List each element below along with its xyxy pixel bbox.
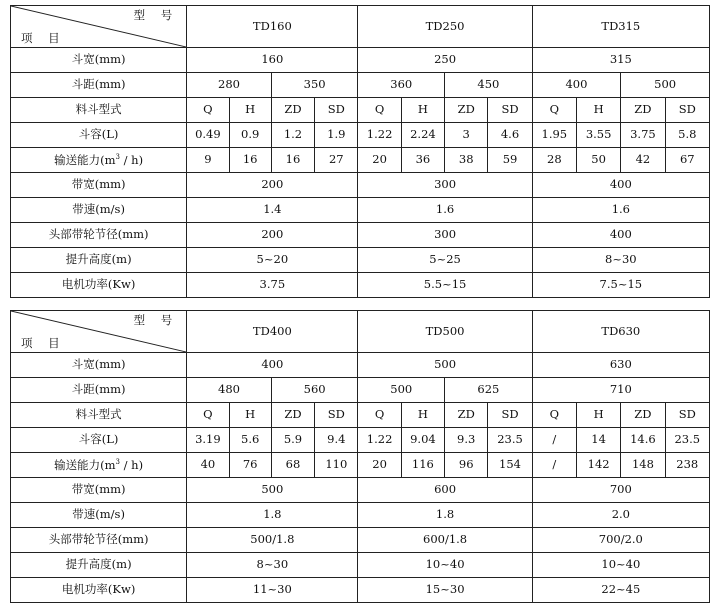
table-cell: 59	[488, 148, 532, 173]
table-cell: 300	[358, 223, 532, 248]
capacity-label-pre: 输送能力(m	[54, 152, 116, 167]
model-header: TD500	[358, 311, 532, 353]
table-cell: 16	[229, 148, 271, 173]
table-cell: SD	[315, 98, 358, 123]
table-cell: 68	[271, 453, 314, 478]
table-cell: 23.5	[488, 428, 532, 453]
table-cell: SD	[665, 403, 709, 428]
table-cell: 15~30	[358, 578, 532, 603]
table-cell: 148	[621, 453, 665, 478]
capacity-label-post: / h)	[120, 152, 144, 167]
table-cell: 20	[358, 148, 401, 173]
table-cell: 1.6	[532, 198, 709, 223]
table-cell: 450	[445, 73, 533, 98]
table-cell: 600	[358, 478, 532, 503]
table-cell: 4.6	[488, 123, 532, 148]
model-header: TD630	[532, 311, 709, 353]
table-cell: 250	[358, 48, 532, 73]
table-cell: ZD	[271, 98, 314, 123]
table-cell: 8~30	[532, 248, 709, 273]
row-bucket-width	[11, 48, 710, 73]
row-label: 提升高度(m)	[11, 248, 187, 273]
row-label: 斗距(mm)	[11, 378, 187, 403]
table-cell: 360	[358, 73, 445, 98]
table-cell: 0.49	[187, 123, 229, 148]
table-cell: 116	[401, 453, 444, 478]
spec-table-2	[10, 310, 710, 603]
row-label: 斗距(mm)	[11, 73, 187, 98]
table-cell: 400	[187, 353, 358, 378]
corner-item-label: 项 目	[21, 30, 66, 45]
table-cell: /	[532, 428, 576, 453]
table-cell: 20	[358, 453, 401, 478]
table-cell: 5.9	[271, 428, 314, 453]
table-cell: 27	[315, 148, 358, 173]
table-cell: 560	[271, 378, 358, 403]
table-cell: 2.0	[532, 503, 709, 528]
capacity-label-pre: 输送能力(m	[54, 457, 116, 472]
table-cell: 500	[358, 378, 445, 403]
table-cell: H	[229, 403, 271, 428]
table-cell: H	[401, 403, 444, 428]
row-label: 带速(m/s)	[11, 503, 187, 528]
header-row	[11, 311, 710, 353]
row-bucket-volume	[11, 123, 710, 148]
table-cell: H	[576, 98, 620, 123]
row-label: 电机功率(Kw)	[11, 273, 187, 298]
table-cell: ZD	[445, 403, 488, 428]
table-cell: 500	[358, 353, 532, 378]
table-cell: 23.5	[665, 428, 709, 453]
table-cell: 200	[187, 223, 358, 248]
corner-header-cell	[11, 311, 187, 353]
row-bucket-pitch	[11, 378, 710, 403]
table-cell: 700/2.0	[532, 528, 709, 553]
table-cell: 28	[532, 148, 576, 173]
row-bucket-type	[11, 98, 710, 123]
table-cell: 400	[532, 73, 621, 98]
table-cell: 10~40	[358, 553, 532, 578]
table-cell: Q	[187, 403, 229, 428]
row-label: 带宽(mm)	[11, 478, 187, 503]
table-cell: 3.75	[187, 273, 358, 298]
corner-model-label: 型 号	[133, 8, 179, 22]
table-cell: H	[401, 98, 444, 123]
row-bucket-pitch	[11, 73, 710, 98]
table-cell: 1.4	[187, 198, 358, 223]
table-cell: 14	[576, 428, 620, 453]
row-label: 斗容(L)	[11, 123, 187, 148]
table-cell: 38	[445, 148, 488, 173]
table-cell: 14.6	[621, 428, 665, 453]
table-cell: 1.6	[358, 198, 532, 223]
row-capacity	[11, 453, 710, 478]
model-header: TD160	[187, 6, 358, 48]
table-cell: 630	[532, 353, 709, 378]
table-cell: 36	[401, 148, 444, 173]
model-header: TD250	[358, 6, 532, 48]
table-cell: 3	[445, 123, 488, 148]
table-cell: ZD	[621, 98, 665, 123]
table-cell: 9.04	[401, 428, 444, 453]
spec-table-1	[10, 5, 710, 298]
table-cell: 40	[187, 453, 229, 478]
row-label: 斗宽(mm)	[11, 353, 187, 378]
table-cell: ZD	[271, 403, 314, 428]
capacity-label-sup: 3	[115, 457, 120, 466]
row-belt-speed	[11, 503, 710, 528]
table-cell: Q	[187, 98, 229, 123]
table-cell: 5.6	[229, 428, 271, 453]
row-label	[11, 148, 187, 173]
table-cell: 710	[532, 378, 709, 403]
row-label	[11, 453, 187, 478]
table-cell: 5.5~15	[358, 273, 532, 298]
table-cell: 7.5~15	[532, 273, 709, 298]
row-lift-height	[11, 553, 710, 578]
row-pulley-diameter	[11, 223, 710, 248]
table-cell: 1.2	[271, 123, 314, 148]
table-cell: 480	[187, 378, 272, 403]
table-cell: 160	[187, 48, 358, 73]
row-label: 电机功率(Kw)	[11, 578, 187, 603]
table-cell: 3.19	[187, 428, 229, 453]
table-cell: 110	[315, 453, 358, 478]
table-cell: 3.55	[576, 123, 620, 148]
row-label: 带速(m/s)	[11, 198, 187, 223]
table-cell: 8~30	[187, 553, 358, 578]
row-label: 斗宽(mm)	[11, 48, 187, 73]
table-cell: 50	[576, 148, 620, 173]
row-pulley-diameter	[11, 528, 710, 553]
model-header: TD315	[532, 6, 709, 48]
model-header: TD400	[187, 311, 358, 353]
table-cell: 10~40	[532, 553, 709, 578]
corner-item-label: 项 目	[21, 335, 66, 350]
table-cell: SD	[488, 98, 532, 123]
table-cell: Q	[532, 403, 576, 428]
table-cell: 1.95	[532, 123, 576, 148]
table-cell: 67	[665, 148, 709, 173]
table-cell: 0.9	[229, 123, 271, 148]
table-cell: 9.3	[445, 428, 488, 453]
table-cell: 42	[621, 148, 665, 173]
row-motor-power	[11, 273, 710, 298]
table-cell: 700	[532, 478, 709, 503]
corner-header-cell	[11, 6, 187, 48]
table-cell: SD	[488, 403, 532, 428]
row-label: 头部带轮节径(mm)	[11, 528, 187, 553]
table-cell: 5.8	[665, 123, 709, 148]
table-cell: 142	[576, 453, 620, 478]
table-cell: H	[229, 98, 271, 123]
table-cell: 11~30	[187, 578, 358, 603]
table-cell: 400	[532, 223, 709, 248]
table-cell: 1.8	[187, 503, 358, 528]
corner-model-label: 型 号	[133, 313, 179, 327]
table-cell: 500	[621, 73, 710, 98]
table-cell: /	[532, 453, 576, 478]
table-cell: 315	[532, 48, 709, 73]
row-label: 料斗型式	[11, 98, 187, 123]
table-cell: SD	[665, 98, 709, 123]
table-cell: 350	[271, 73, 358, 98]
table-cell: 500/1.8	[187, 528, 358, 553]
row-belt-width	[11, 478, 710, 503]
table-cell: ZD	[621, 403, 665, 428]
table-cell: Q	[358, 98, 401, 123]
row-capacity	[11, 148, 710, 173]
table-cell: 1.22	[358, 123, 401, 148]
row-bucket-volume	[11, 428, 710, 453]
row-label: 头部带轮节径(mm)	[11, 223, 187, 248]
table-cell: 400	[532, 173, 709, 198]
table-cell: 9.4	[315, 428, 358, 453]
table-cell: 2.24	[401, 123, 444, 148]
row-motor-power	[11, 578, 710, 603]
table-cell: 9	[187, 148, 229, 173]
row-label: 带宽(mm)	[11, 173, 187, 198]
table-cell: 238	[665, 453, 709, 478]
row-bucket-type	[11, 403, 710, 428]
table-cell: 280	[187, 73, 272, 98]
table-cell: 625	[445, 378, 533, 403]
table-cell: ZD	[445, 98, 488, 123]
table-cell: 600/1.8	[358, 528, 532, 553]
table-cell: 5~20	[187, 248, 358, 273]
row-label: 料斗型式	[11, 403, 187, 428]
table-cell: 22~45	[532, 578, 709, 603]
table-cell: 5~25	[358, 248, 532, 273]
capacity-label-sup: 3	[115, 152, 120, 161]
table-cell: 16	[271, 148, 314, 173]
table-cell: 300	[358, 173, 532, 198]
row-bucket-width	[11, 353, 710, 378]
table-cell: 3.75	[621, 123, 665, 148]
table-cell: SD	[315, 403, 358, 428]
table-cell: H	[576, 403, 620, 428]
row-belt-width	[11, 173, 710, 198]
table-cell: 200	[187, 173, 358, 198]
table-cell: Q	[532, 98, 576, 123]
row-label: 斗容(L)	[11, 428, 187, 453]
row-lift-height	[11, 248, 710, 273]
header-row	[11, 6, 710, 48]
table-cell: Q	[358, 403, 401, 428]
row-label: 提升高度(m)	[11, 553, 187, 578]
table-cell: 154	[488, 453, 532, 478]
table-cell: 500	[187, 478, 358, 503]
table-cell: 1.9	[315, 123, 358, 148]
table-cell: 76	[229, 453, 271, 478]
capacity-label-post: / h)	[120, 457, 144, 472]
table-cell: 1.8	[358, 503, 532, 528]
row-belt-speed	[11, 198, 710, 223]
table-cell: 1.22	[358, 428, 401, 453]
table-cell: 96	[445, 453, 488, 478]
